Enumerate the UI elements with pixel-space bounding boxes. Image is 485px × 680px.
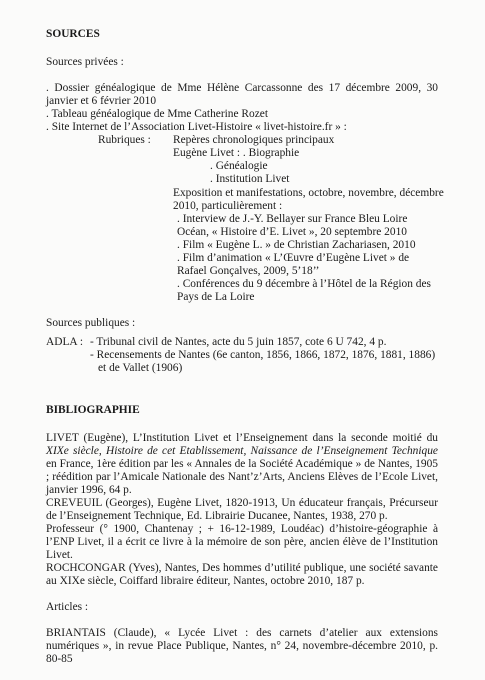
briantais-line-1: BRIANTAIS (Claude), « Lycée Livet : des carnets d’atelier aux extensions bbox=[46, 627, 438, 639]
rubrique-5: Exposition et manifestations, octobre, novembre, décembre bbox=[173, 187, 444, 199]
livet-line-3: en France, 1ère édition par les « Annales de la Société Académique » de Nantes, 1905 bbox=[46, 458, 438, 470]
rubrique-13: Pays de La Loire bbox=[177, 291, 255, 303]
creveuil-line-1: CREVEUIL (Georges), Eugène Livet, 1820-1913, Un éducateur français, Précurseur bbox=[46, 497, 438, 509]
rubrique-10: . Film d’animation « L’Œuvre d’Eugène Livet » de bbox=[177, 252, 410, 264]
rubrique-7: . Interview de J.-Y. Bellayer sur France Bleu Loire bbox=[177, 213, 408, 225]
sources-privees-label: Sources privées : bbox=[46, 56, 124, 68]
livet-line-2: XIXe siècle, Histoire de cet Etablissement, Naissance de l’Enseignement Technique bbox=[46, 445, 438, 457]
sources-heading: SOURCES bbox=[46, 28, 100, 40]
creveuil-line-4: l’ENP Livet, il a écrit ce livre à la mémoire de son père, ancien élève de l’Institution bbox=[46, 536, 438, 548]
privees-line-1: . Dossier généalogique de Mme Hélène Carcassonne des 17 décembre 2009, 30 bbox=[46, 82, 438, 94]
briantais-line-2: numériques », in revue Place Publique, Nantes, n° 24, novembre-décembre 2010, p. bbox=[46, 640, 438, 652]
adla-label: ADLA : bbox=[46, 336, 84, 348]
sources-publiques-label: Sources publiques : bbox=[46, 317, 136, 329]
bibliographie-heading: BIBLIOGRAPHIE bbox=[46, 404, 140, 416]
rubrique-8: Océan, « Histoire d’E. Livet », 20 septembre 2010 bbox=[177, 226, 407, 238]
livet-line-5: janvier 1996, 64 p. bbox=[46, 484, 132, 496]
creveuil-line-3: Professeur (° 1900, Chantenay ; + 16-12-1989, Loudéac) d’histoire-géographie à bbox=[46, 523, 438, 535]
privees-line-3: . Tableau généalogique de Mme Catherine Rozet bbox=[46, 108, 268, 120]
publiques-line-3: et de Vallet (1906) bbox=[98, 362, 183, 374]
articles-label: Articles : bbox=[46, 601, 89, 613]
rubrique-1: Repères chronologiques principaux bbox=[173, 134, 335, 146]
publiques-line-2: - Recensements de Nantes (6e canton, 1856, 1866, 1872, 1876, 1881, 1886) bbox=[90, 349, 436, 361]
livet-line-4: ; réédition par l’Amicale Nationale des Nant’z’Arts, Anciens Elèves de l’Ecole Livet, bbox=[46, 471, 438, 483]
briantais-line-3: 80-85 bbox=[46, 653, 73, 665]
privees-line-4: . Site Internet de l’Association Livet-Histoire « livet-histoire.fr » : bbox=[46, 121, 347, 133]
publiques-line-1: - Tribunal civil de Nantes, acte du 5 juin 1857, cote 6 U 742, 4 p. bbox=[90, 336, 387, 348]
creveuil-line-2: de l’Enseignement Technique, Ed. Librairie Ducanee, Nantes, 1938, 270 p. bbox=[46, 510, 388, 522]
rubrique-2: Eugène Livet : . Biographie bbox=[173, 147, 300, 159]
livet-line-1: LIVET (Eugène), L’Institution Livet et l’Enseignement dans la seconde moitié du bbox=[46, 432, 438, 444]
rubriques-label: Rubriques : bbox=[98, 134, 151, 146]
rochcongar-line-1: ROCHCONGAR (Yves), Nantes, Des hommes d’utilité publique, une société savante bbox=[46, 562, 438, 574]
rochcongar-line-2: au XIXe siècle, Coiffard libraire éditeur, Nantes, octobre 2010, 187 p. bbox=[46, 575, 365, 587]
creveuil-line-5: Livet. bbox=[46, 549, 73, 561]
rubrique-11: Rafael Gonçalves, 2009, 5’18’’ bbox=[177, 265, 320, 277]
rubrique-4: . Institution Livet bbox=[210, 173, 290, 185]
rubrique-3: . Généalogie bbox=[210, 160, 268, 172]
privees-line-2: janvier et 6 février 2010 bbox=[46, 95, 157, 107]
rubrique-9: . Film « Eugène L. » de Christian Zachariasen, 2010 bbox=[177, 239, 416, 251]
rubrique-6: 2010, particulièrement : bbox=[173, 200, 283, 212]
rubrique-12: . Conférences du 9 décembre à l’Hôtel de la Région des bbox=[177, 278, 431, 290]
